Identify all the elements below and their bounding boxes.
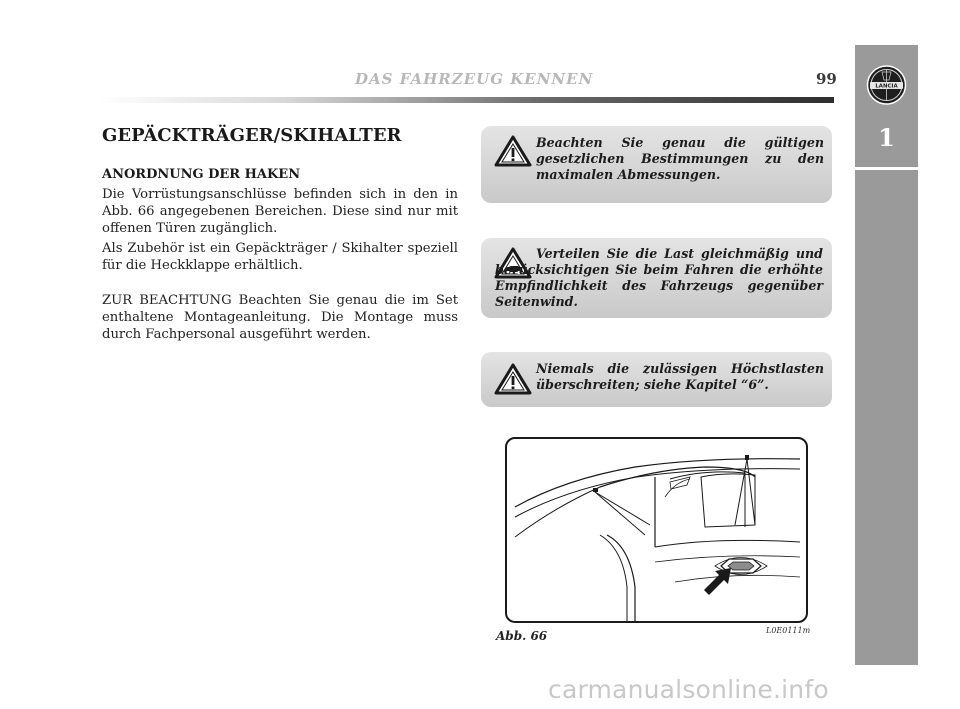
warning-text-3: Niemals die zulässigen Höchstlasten überschreiten; siehe Kapitel “6”. <box>536 361 824 392</box>
logo-box <box>855 45 918 117</box>
warning-triangle-icon <box>493 134 533 168</box>
roof-rack-mount-illustration <box>505 437 808 623</box>
warning-text-1: Beachten Sie genau die gültigen gesetzlichen Bestimmungen zu den maximalen Abmessungen. <box>536 135 824 182</box>
chapter-side-tab[interactable] <box>855 45 918 665</box>
figure-caption: Abb. 66 <box>496 629 548 643</box>
header-rule <box>100 97 834 103</box>
subheading: ANORDNUNG DER HAKEN <box>102 167 301 182</box>
warning-box-2 <box>481 238 832 318</box>
logo-text: LANCIA <box>875 83 898 90</box>
page-number: 99 <box>816 70 837 88</box>
section-title: DAS FAHRZEUG KENNEN <box>355 70 594 88</box>
paragraph-1: Die Vorrüstungsanschlüsse befinden sich in den in Abb. 66 angegebenen Bereichen. Diese sind nur mit offenen Türen zugänglich. <box>102 187 458 236</box>
figure-code: L0E0111m <box>766 626 811 635</box>
paragraph-3: ZUR BEACHTUNG Beachten Sie genau die im Set enthaltene Montageanleitung. Die Montage muss durch Fachpersonal ausgeführt werden. <box>102 293 458 342</box>
warning-box-3 <box>481 352 832 407</box>
warning-box-1 <box>481 126 832 203</box>
lancia-logo-icon <box>855 45 918 117</box>
page-title: GEPÄCKTRÄGER/SKIHALTER <box>102 125 402 146</box>
chapter-number: 1 <box>878 123 895 152</box>
watermark: carmanualsonline.info <box>548 675 829 704</box>
paragraph-2: Als Zubehör ist ein Gepäckträger / Skihalter speziell für die Heckklappe erhältlich. <box>102 241 458 273</box>
tab-separator <box>855 167 918 170</box>
warning-triangle-icon <box>493 362 533 396</box>
warning-text-2: Verteilen Sie die Last gleichmäßig und berücksichtigen Sie beim Fahren die erhöhte Empfindlichkeit des Fahrzeugs gegenüber Seitenwind. <box>495 246 823 309</box>
